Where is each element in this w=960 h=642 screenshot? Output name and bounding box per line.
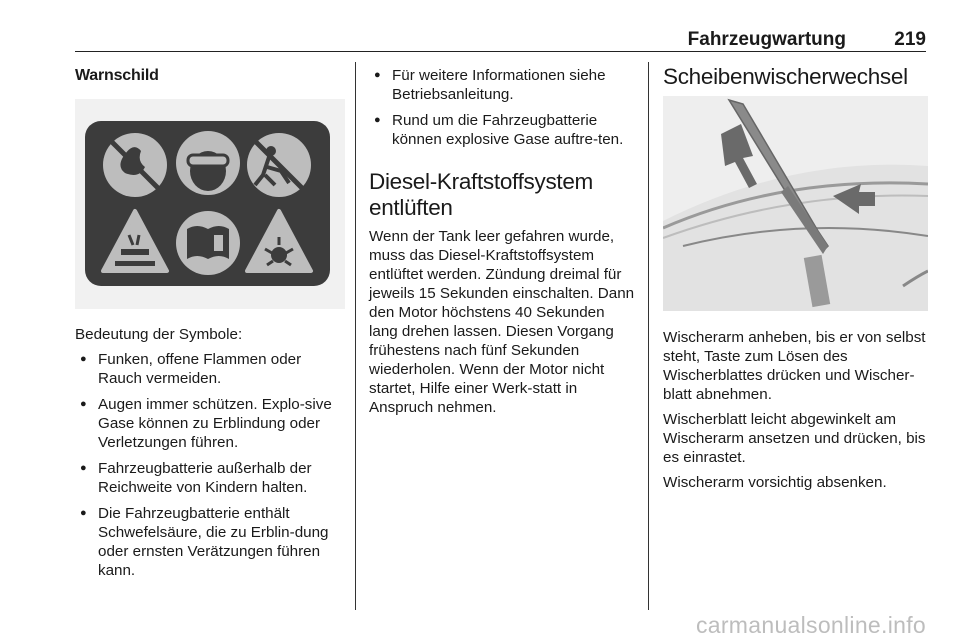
wiper-step-3: Wischerarm vorsichtig absenken. bbox=[663, 474, 887, 491]
column-1 bbox=[75, 62, 345, 587]
column-3 bbox=[663, 62, 928, 498]
page-number: 219 bbox=[894, 29, 926, 50]
list-item: ● Die Fahrzeugbatterie enthält Schwefelsäure, die zu Erblin-dung oder ernsten Verätzungen führen kann. bbox=[75, 504, 345, 580]
warning-label-figure bbox=[75, 99, 345, 309]
diesel-body: Wenn der Tank leer gefahren wurde, muss das Diesel-Kraftstoffsystem entlüftet werden. Zündung dreimal für jeweils 15 Sekunden einschalten. Dann den Motor höchstens 40 Sekunden lang drehen lassen. Diesen Vorgang frühestens nach fünf Sekunden wiederholen. Wenn der Motor nicht startet, Hilfe einer Werk-statt in Anspruch nehmen. bbox=[369, 228, 635, 416]
eye-protection-icon bbox=[176, 131, 240, 195]
wiper-heading: Scheibenwischerwechsel bbox=[663, 64, 908, 89]
wiper-step-2: Wischerblatt leicht abgewinkelt am Wischerarm ansetzen und drücken, bis es einrastet. bbox=[663, 411, 926, 466]
read-manual-icon bbox=[176, 211, 240, 275]
diesel-heading: Diesel-Kraftstoffsystem entlüften bbox=[369, 169, 593, 220]
list-item: ● Fahrzeugbatterie außerhalb der Reichweite von Kindern halten. bbox=[75, 459, 345, 497]
page-header bbox=[75, 29, 926, 52]
warning-label-svg bbox=[75, 99, 345, 309]
list-item: ● Rund um die Fahrzeugbatterie können explosive Gase auftre-ten. bbox=[369, 111, 635, 149]
no-fire-icon bbox=[103, 133, 167, 197]
column-divider bbox=[648, 62, 649, 610]
column-divider bbox=[355, 62, 356, 610]
wiper-step-1: Wischerarm anheben, bis er von selbst steht, Taste zum Lösen des Wischerblattes drücken und Wischer-blatt abnehmen. bbox=[663, 329, 926, 403]
symbol-list bbox=[75, 350, 345, 580]
warnschild-heading: Warnschild bbox=[75, 67, 159, 84]
keep-children-away-icon bbox=[247, 133, 311, 197]
wiper-figure bbox=[663, 96, 928, 311]
list-item: ● Für weitere Informationen siehe Betriebsanleitung. bbox=[369, 66, 635, 104]
section-title: Fahrzeugwartung bbox=[687, 29, 846, 50]
column-2 bbox=[369, 62, 635, 423]
info-list bbox=[369, 66, 635, 149]
list-item: ● Augen immer schützen. Explo-sive Gase können zu Erblindung oder Verletzungen führen. bbox=[75, 395, 345, 452]
watermark: carmanualsonline.info bbox=[695, 612, 926, 638]
legend-intro: Bedeutung der Symbole: bbox=[75, 326, 243, 343]
list-item: ● Funken, offene Flammen oder Rauch vermeiden. bbox=[75, 350, 345, 388]
wiper-illustration-svg bbox=[663, 96, 928, 311]
